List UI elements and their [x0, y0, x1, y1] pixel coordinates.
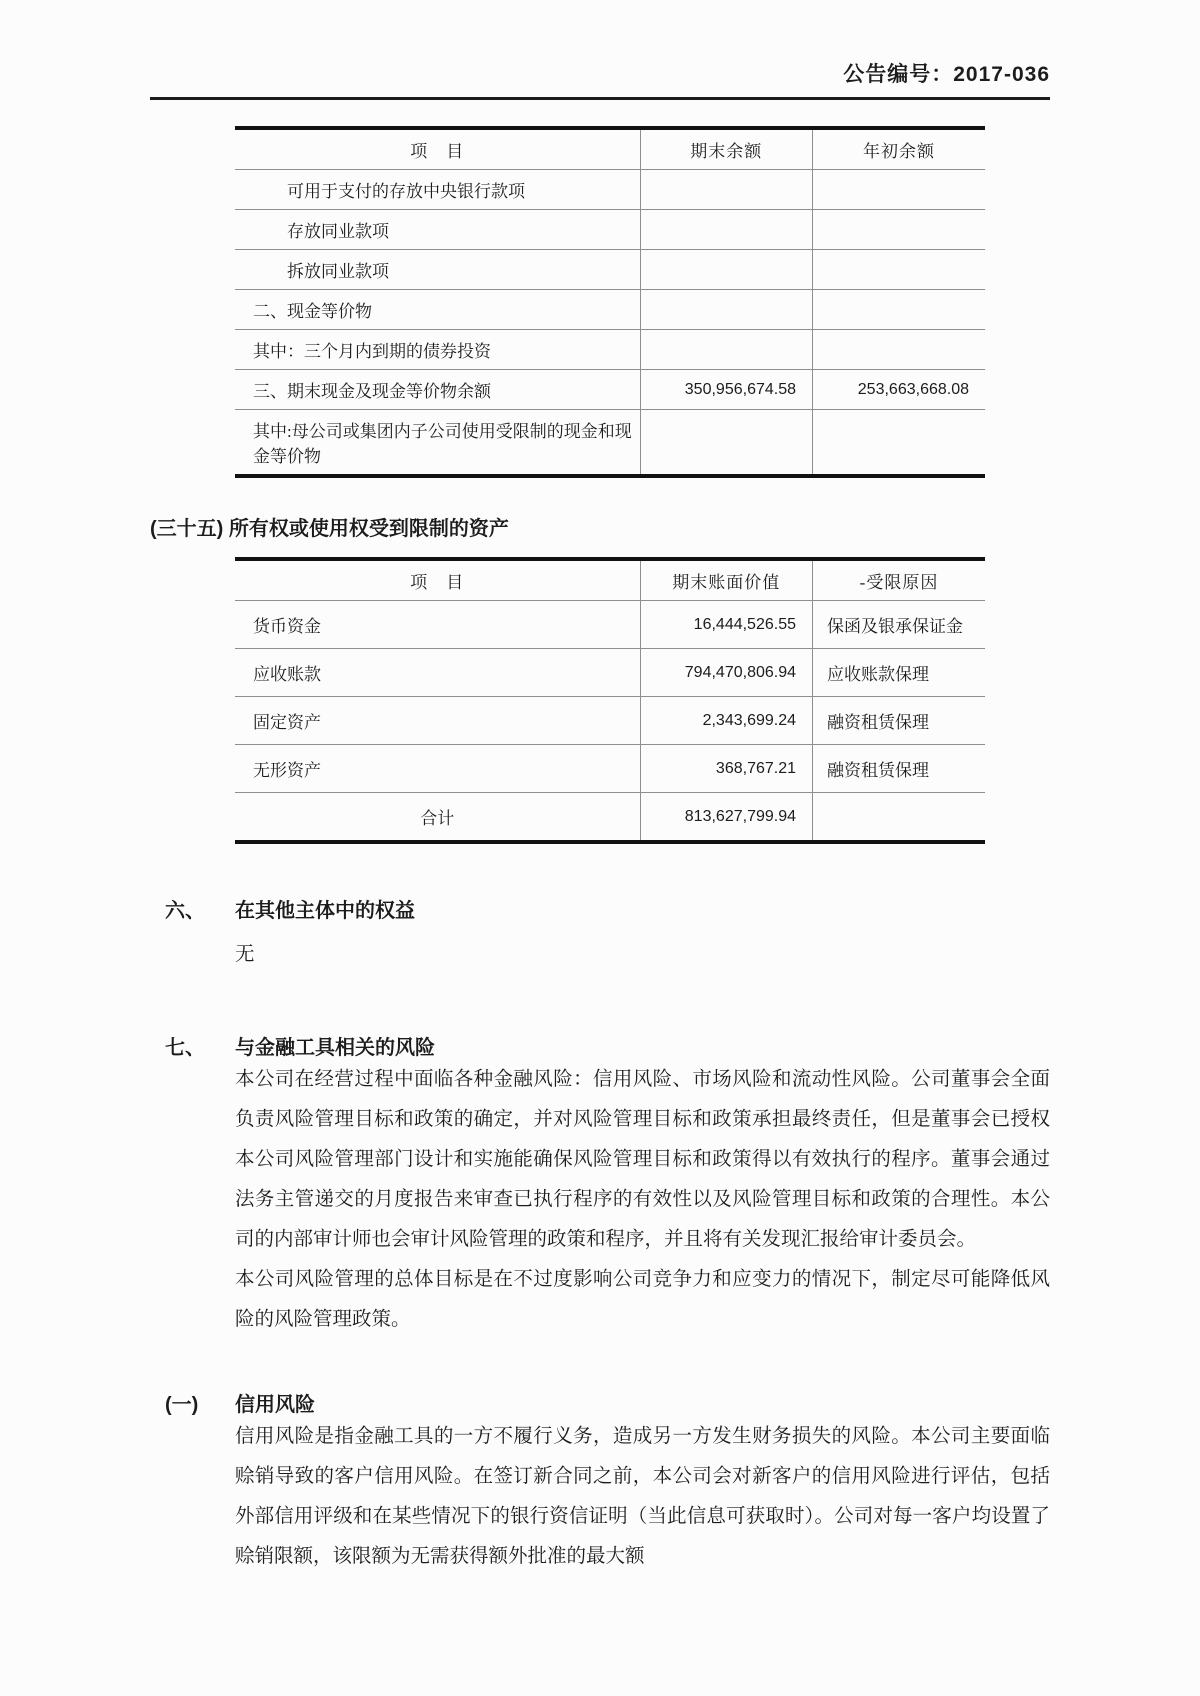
total-reason: [813, 793, 986, 843]
row-item: 可用于支付的存放中央银行款项: [235, 170, 640, 210]
row-reason: 保函及银承保证金: [813, 601, 986, 649]
total-label: 合计: [235, 793, 640, 843]
table-header-row: [235, 128, 985, 170]
row-item: 存放同业款项: [235, 210, 640, 250]
credit-risk-paragraph: 信用风险是指金融工具的一方不履行义务，造成另一方发生财务损失的风险。本公司主要面临赊销导致的客户信用风险。在签订新合同之前，本公司会对新客户的信用风险进行评估，包括外部信用评级和在某些情况下的银行资信证明（当此信息可获取时）。公司对每一客户均设置了赊销限额，该限额为无需获得额外批准的最大额: [235, 1426, 1050, 1567]
table-header-row: [235, 559, 985, 601]
row-item: 二、现金等价物: [235, 290, 640, 330]
section-six-heading: [150, 894, 1050, 923]
table-row: [235, 410, 985, 477]
section-six-title: 在其他主体中的权益: [235, 900, 415, 922]
table-row: [235, 330, 985, 370]
row-beginning: [813, 410, 986, 477]
row-item: 其中:母公司或集团内子公司使用受限制的现金和现金等价物: [235, 410, 640, 477]
row-value: 794,470,806.94: [640, 649, 813, 697]
table-row: [235, 170, 985, 210]
table-row: [235, 601, 985, 649]
section-seven-title: 与金融工具相关的风险: [235, 1037, 435, 1059]
section-six-body: 无: [235, 944, 255, 965]
row-ending: [640, 410, 813, 477]
row-ending: [640, 330, 813, 370]
section-seven-paragraph-2: 本公司风险管理的总体目标是在不过度影响公司竞争力和应变力的情况下，制定尽可能降低风险的风险管理政策。: [235, 1269, 1050, 1330]
row-ending-value: 350,956,674.58: [640, 370, 813, 410]
row-ending: [640, 170, 813, 210]
row-beginning-value: 253,663,668.08: [813, 370, 986, 410]
row-value: 16,444,526.55: [640, 601, 813, 649]
section-seven-number: 七、: [165, 1037, 205, 1059]
row-item: 货币资金: [235, 601, 640, 649]
row-beginning: [813, 210, 986, 250]
table-row: [235, 697, 985, 745]
row-beginning: [813, 170, 986, 210]
cash-equivalents-table: [235, 126, 985, 478]
total-value: 813,627,799.94: [640, 793, 813, 843]
section-seven-paragraph-1: 本公司在经营过程中面临各种金融风险：信用风险、市场风险和流动性风险。公司董事会全面负责风险管理目标和政策的确定，并对风险管理目标和政策承担最终责任，但是董事会已授权本公司风险管理部门设计和实施能确保风险管理目标和政策得以有效执行的程序。董事会通过法务主管递交的月度报告来审查已执行程序的有效性以及风险管理目标和政策的合理性。本公司的内部审计师也会审计风险管理的政策和程序，并且将有关发现汇报给审计委员会。: [235, 1069, 1050, 1250]
col-header-item: 项 目: [410, 573, 465, 592]
row-item: 应收账款: [235, 649, 640, 697]
col-header-item: 项 目: [410, 142, 465, 161]
announcement-number: 公告编号：2017-036: [843, 63, 1050, 86]
header-rule: [150, 97, 1050, 100]
section-six-number: 六、: [165, 900, 205, 922]
row-ending: [640, 290, 813, 330]
row-item: 无形资产: [235, 745, 640, 793]
row-ending: [640, 250, 813, 290]
row-beginning: [813, 290, 986, 330]
row-item: 三、期末现金及现金等价物余额: [235, 370, 640, 410]
col-header-ending-balance: 期末余额: [640, 128, 813, 170]
row-item: 其中：三个月内到期的债券投资: [235, 330, 640, 370]
section-restricted-assets-title: (三十五) 所有权或使用权受到限制的资产: [150, 518, 509, 540]
row-reason: 应收账款保理: [813, 649, 986, 697]
table-total-row: [235, 793, 985, 843]
row-beginning: [813, 250, 986, 290]
section-seven-heading: [150, 1031, 1050, 1060]
col-header-restriction-reason: -受限原因: [813, 559, 986, 601]
credit-risk-number: (一): [165, 1394, 199, 1416]
table-row: [235, 370, 985, 410]
row-reason: 融资租赁保理: [813, 697, 986, 745]
table-row: [235, 290, 985, 330]
row-reason: 融资租赁保理: [813, 745, 986, 793]
col-header-book-value: 期末账面价值: [640, 559, 813, 601]
row-item: 固定资产: [235, 697, 640, 745]
table-row: [235, 210, 985, 250]
table-row: [235, 745, 985, 793]
credit-risk-title: 信用风险: [235, 1394, 315, 1416]
row-item: 拆放同业款项: [235, 250, 640, 290]
row-ending: [640, 210, 813, 250]
row-value: 368,767.21: [640, 745, 813, 793]
credit-risk-heading: [150, 1388, 1050, 1417]
restricted-assets-table: [235, 557, 985, 844]
col-header-beginning-balance: 年初余额: [813, 128, 986, 170]
table-row: [235, 250, 985, 290]
row-beginning: [813, 330, 986, 370]
table-row: [235, 649, 985, 697]
row-value: 2,343,699.24: [640, 697, 813, 745]
